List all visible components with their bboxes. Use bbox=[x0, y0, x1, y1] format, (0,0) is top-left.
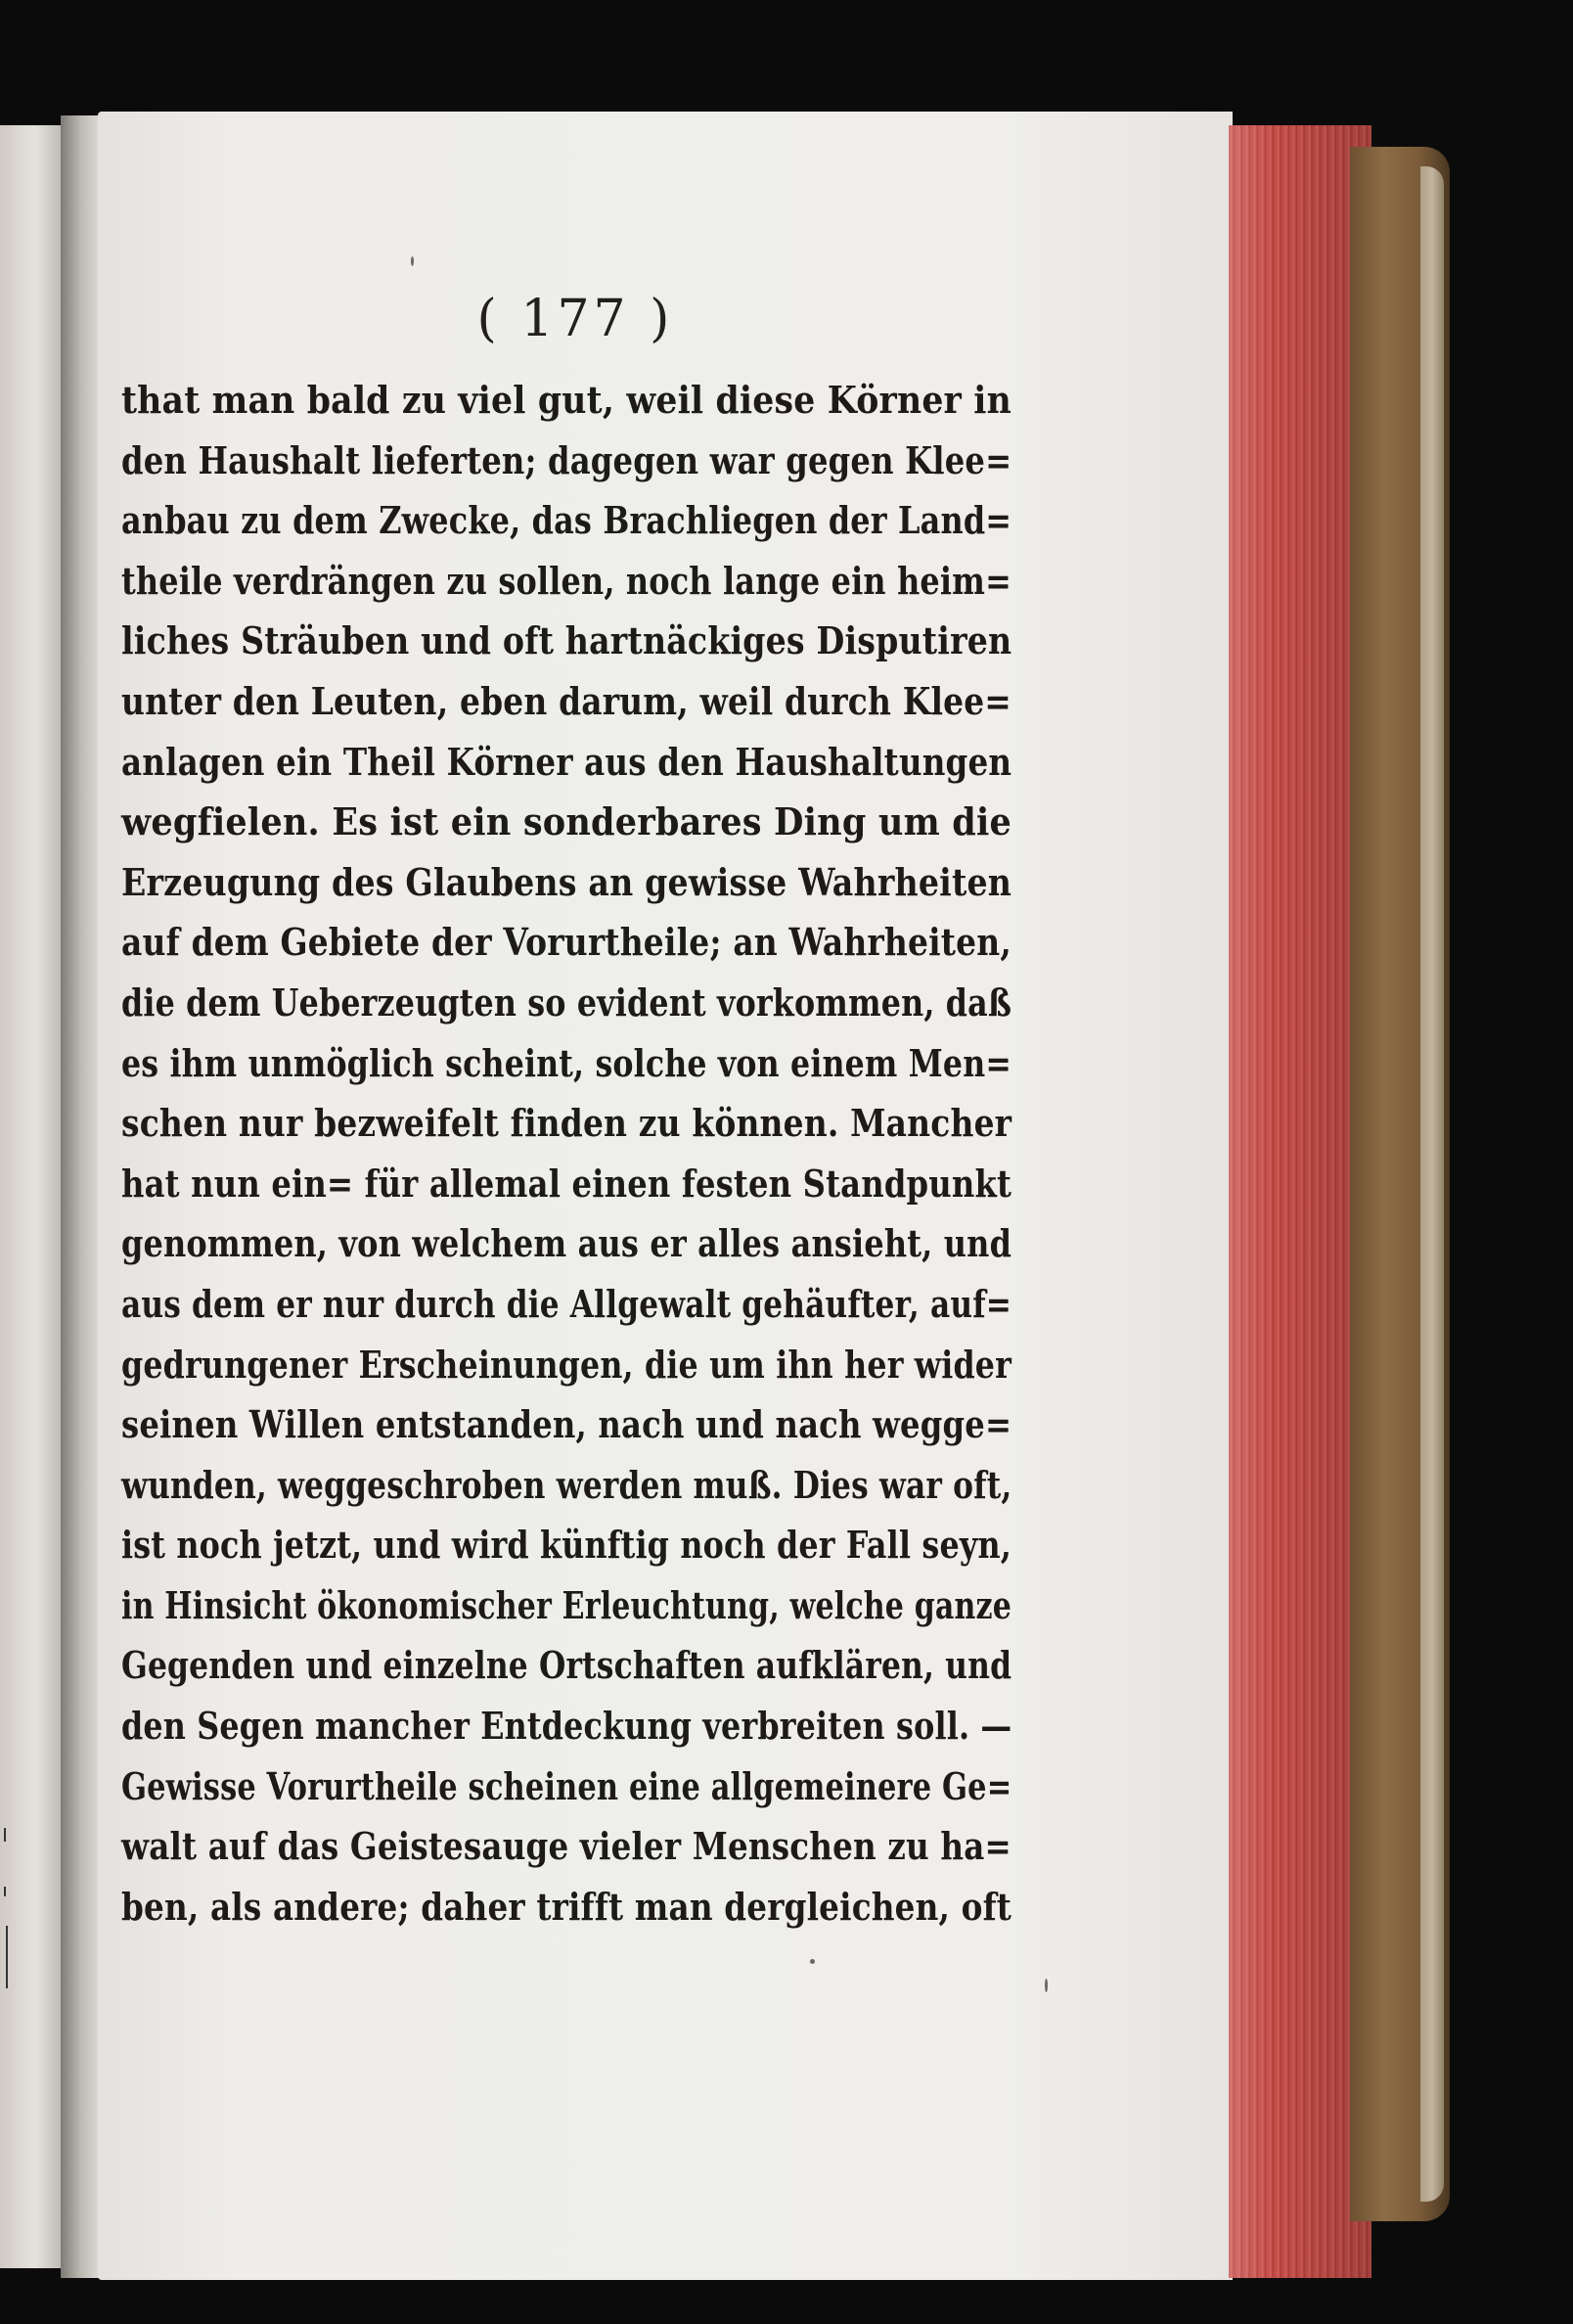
text-line: liches Sträuben und oft hartnäckiges Disputiren bbox=[121, 618, 1012, 663]
paper-speck bbox=[810, 1959, 815, 1964]
text-line: theile verdrängen zu sollen, noch lange ein heim= bbox=[121, 558, 1011, 603]
text-line: ben, als andere; daher trifft man dergleichen, oft bbox=[121, 1884, 1012, 1929]
text-line: aus dem er nur durch die Allgewalt gehäufter, auf= bbox=[121, 1281, 1012, 1326]
text-line: Gewisse Vorurtheile scheinen eine allgemeinere Ge= bbox=[121, 1763, 1012, 1808]
text-line: gedrungener Erscheinungen, die um ihn her wider bbox=[121, 1342, 1011, 1387]
paper-speck bbox=[1045, 1979, 1048, 1992]
previous-page-marks bbox=[4, 1828, 12, 1994]
text-line: den Haushalt lieferten; dagegen war gegen Klee= bbox=[121, 437, 1012, 482]
text-line: unter den Leuten, eben darum, weil durch Klee= bbox=[121, 678, 1011, 723]
cover-worn-edge bbox=[1420, 166, 1444, 2202]
text-line: anlagen ein Theil Körner aus den Haushaltungen bbox=[121, 739, 1012, 784]
text-line: den Segen mancher Entdeckung verbreiten soll. — bbox=[121, 1704, 1012, 1749]
previous-page-sliver bbox=[0, 125, 65, 2268]
text-line: die dem Ueberzeugten so evident vorkommen, daß bbox=[121, 980, 1012, 1025]
text-line: anbau zu dem Zwecke, das Brachliegen der Land= bbox=[121, 498, 1012, 543]
paper-speck bbox=[411, 256, 414, 266]
text-line: Erzeugung des Glaubens an gewisse Wahrheiten bbox=[121, 859, 1012, 904]
text-line: ist noch jetzt, und wird künftig noch der Fall seyn, bbox=[121, 1523, 1011, 1568]
text-line: walt auf das Geistesauge vieler Menschen zu ha= bbox=[121, 1824, 1011, 1869]
text-line: in Hinsicht ökonomischer Erleuchtung, welche ganze bbox=[121, 1582, 1011, 1627]
text-line: wunden, weggeschroben werden muß. Dies war oft, bbox=[121, 1462, 1012, 1507]
text-line: es ihm unmöglich scheint, solche von einem Men= bbox=[121, 1040, 1011, 1085]
text-line: genommen, von welchem aus er alles ansieht, und bbox=[121, 1221, 1012, 1266]
text-line: seinen Willen entstanden, nach und nach wegge= bbox=[121, 1402, 1012, 1447]
text-line: hat nun ein= für allemal einen festen Standpunkt bbox=[121, 1161, 1011, 1206]
page-number: ( 177 ) bbox=[476, 290, 674, 348]
text-line: wegfielen. Es ist ein sonderbares Ding um die bbox=[121, 799, 1011, 844]
text-line: Gegenden und einzelne Ortschaften aufklären, und bbox=[121, 1643, 1012, 1688]
text-line: schen nur bezweifelt finden zu können. Mancher bbox=[121, 1101, 1012, 1146]
text-line: auf dem Gebiete der Vorurtheile; an Wahrheiten, bbox=[121, 920, 1011, 965]
text-line: that man bald zu viel gut, weil diese Körner in bbox=[121, 378, 1011, 422]
text-lines bbox=[121, 370, 1011, 1937]
